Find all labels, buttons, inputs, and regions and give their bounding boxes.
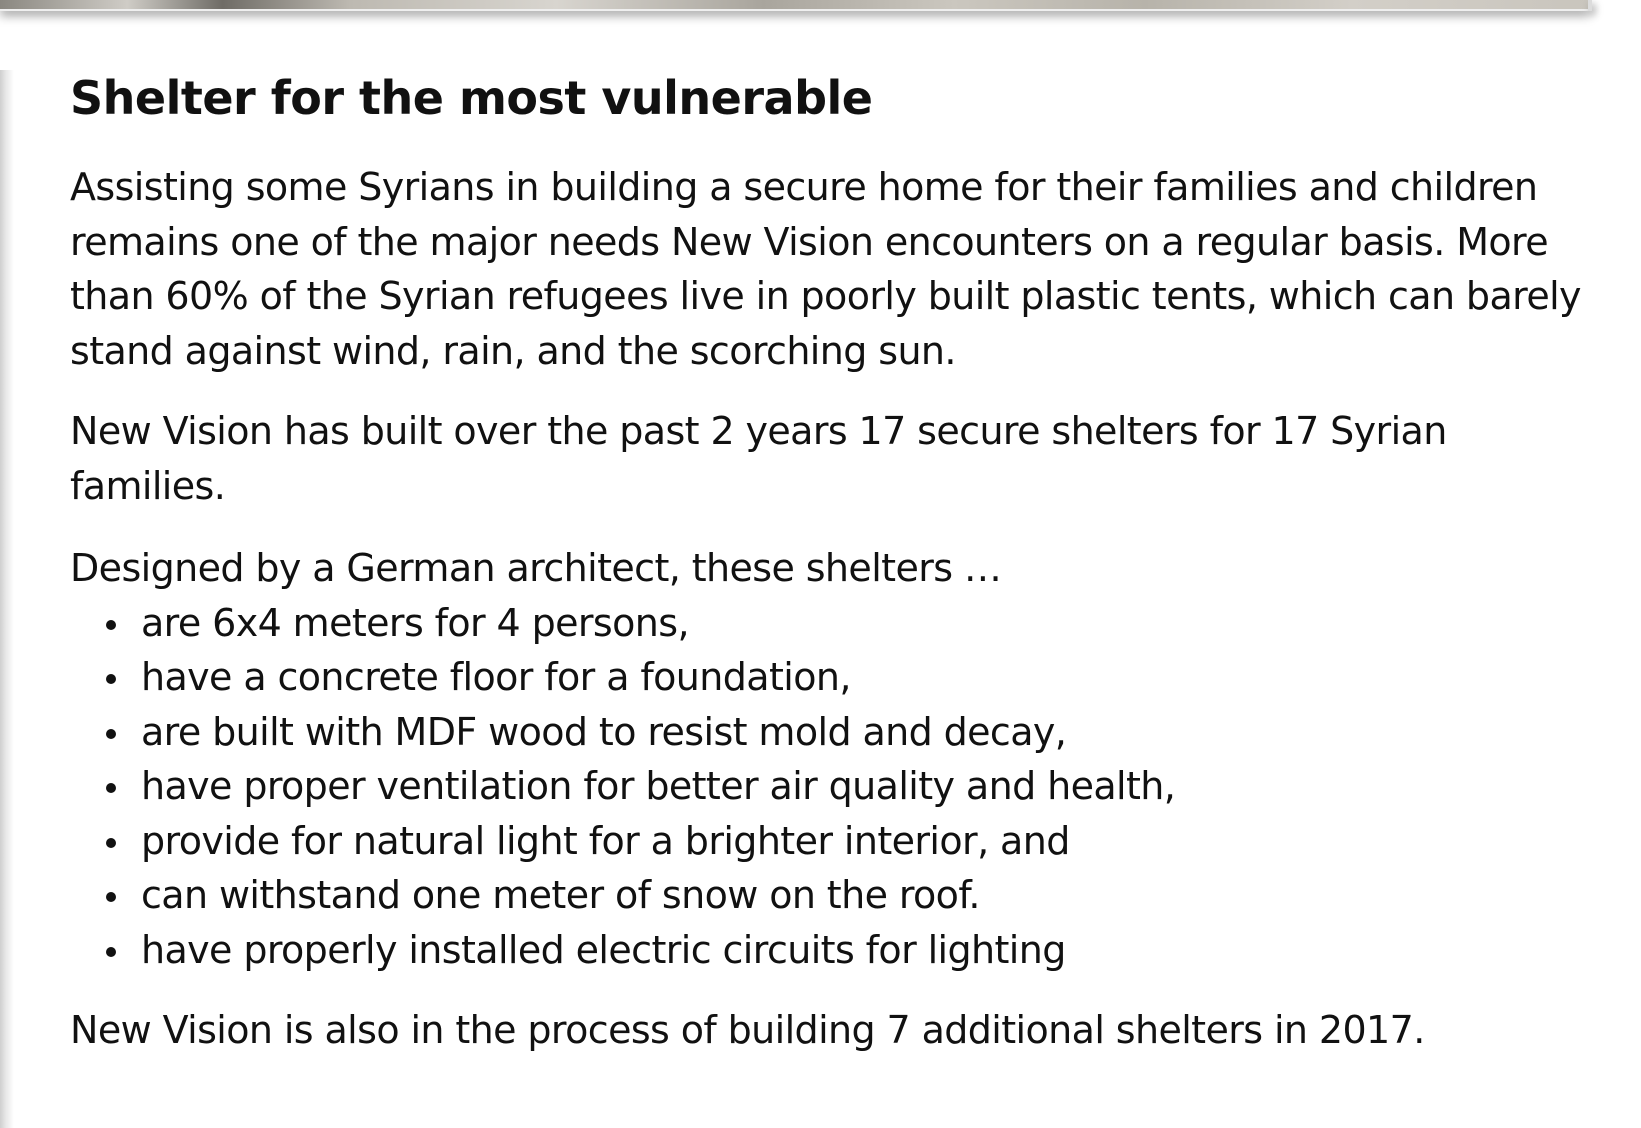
- list-item: [70, 650, 1610, 705]
- shelters-built-paragraph: New Vision has built over the past 2 years 17 secure shelters for 17 Syrian families.: [70, 409, 1447, 508]
- bullet-icon: [106, 620, 116, 630]
- list-item-text: are 6x4 meters for 4 persons,: [141, 600, 689, 645]
- list-item-text: have properly installed electric circuits for lighting: [141, 927, 1066, 972]
- list-item: [70, 868, 1610, 923]
- list-item: [70, 705, 1610, 760]
- list-item-text: provide for natural light for a brighter interior, and: [141, 818, 1070, 863]
- bullet-icon: [106, 947, 116, 957]
- article-title: Shelter for the most vulnerable: [70, 71, 873, 125]
- list-item-text: are built with MDF wood to resist mold and decay,: [141, 709, 1067, 754]
- list-item: [70, 759, 1610, 814]
- list-item-text: have proper ventilation for better air quality and health,: [141, 764, 1176, 808]
- photo-corner: [1588, 0, 1592, 11]
- photo-bottom-edge: [0, 0, 1590, 11]
- article-content: [70, 60, 1610, 1058]
- bullet-icon: [106, 892, 116, 902]
- list-item-text: have a concrete floor for a foundation,: [141, 655, 851, 699]
- bullet-icon: [106, 838, 116, 848]
- list-item: [70, 923, 1610, 978]
- left-page-shadow: [0, 70, 14, 1128]
- list-item: [70, 596, 1610, 651]
- intro-paragraph: Assisting some Syrians in building a secure home for their families and children remains one of the major needs New Vision encounters on a regular basis. More than 60% of the Syrian refugees live in poorly built plastic tents, which can barely stand against wind, rain, and the scorching sun.: [70, 165, 1581, 373]
- list-item: [70, 814, 1610, 869]
- list-item-text: can withstand one meter of snow on the roof.: [141, 873, 980, 917]
- list-intro: Designed by a German architect, these shelters …: [70, 546, 1002, 590]
- feature-list: [70, 596, 1610, 978]
- bullet-icon: [106, 783, 116, 793]
- closing-paragraph: New Vision is also in the process of building 7 additional shelters in 2017.: [70, 1008, 1425, 1052]
- bullet-icon: [106, 729, 116, 739]
- bullet-icon: [106, 674, 116, 684]
